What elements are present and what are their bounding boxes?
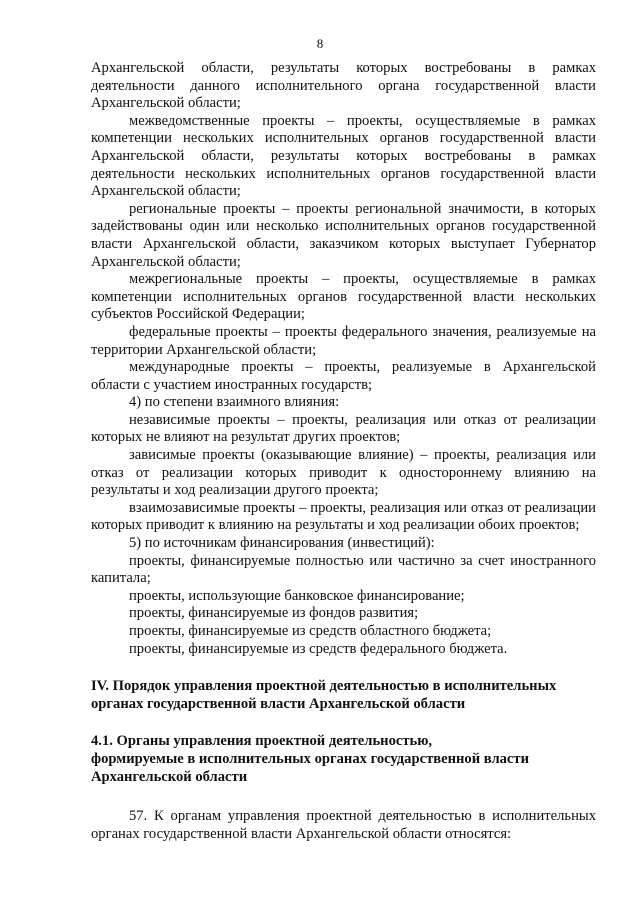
paragraph: межведомственные проекты – проекты, осуществляемые в рамках компетенции нескольких исполнительных органов государственной власти Архангельской области, результаты которых востребованы в рамках деятельности нескольких исполнительных органов государственной власти Архангельской области; [91,112,596,200]
paragraph: региональные проекты – проекты региональной значимости, в которых задействованы один или несколько исполнительных органов государственной власти Архангельской области, заказчиком которых выступает Губернатор Архангельской области; [91,200,596,270]
paragraph: проекты, финансируемые из средств федерального бюджета. [129,640,508,657]
page-number: 8 [316,36,324,51]
list-heading: 4) по степени взаимного влияния: [129,394,340,411]
paragraph: проекты, финансируемые из фондов развития; [129,605,419,622]
paragraph: взаимозависимые проекты – проекты, реализация или отказ от реализации которых приводит к влиянию на результаты и ход реализации обоих проектов; [91,499,596,534]
section-heading-line: IV. Порядок управления проектной деятельностью в исполнительных [91,678,557,695]
document-body [91,60,596,843]
list-heading: 5) по источникам финансирования (инвестиций): [129,535,435,552]
paragraph-57: 57. К органам управления проектной деятельностью в исполнительных органах государственной власти Архангельской области относятся: [91,808,596,842]
paragraph: проекты, использующие банковское финансирование; [129,587,465,604]
section-heading-iv [91,678,596,713]
subsection-heading-line: Архангельской области [91,768,248,785]
paragraph: проекты, финансируемые полностью или частично за счет иностранного капитала; [91,552,596,587]
paragraph: федеральные проекты – проекты федерального значения, реализуемые на территории Архангельской области; [91,323,596,358]
paragraph: международные проекты – проекты, реализуемые в Архангельской области с участием иностранных государств; [91,359,596,393]
paragraph: межрегиональные проекты – проекты, осуществляемые в рамках компетенции исполнительных органов государственной власти нескольких субъектов Российской Федерации; [91,271,596,323]
subsection-heading-line: 4.1. Органы управления проектной деятельностью, [91,733,433,750]
paragraph: независимые проекты – проекты, реализация или отказ от реализации которых не влияют на результат других проектов; [91,411,596,446]
section-heading-line: органах государственной власти Архангельской области [91,695,466,712]
paragraph: Архангельской области, результаты которых востребованы в рамках деятельности данного исполнительного органа государственной власти Архангельской области; [91,60,596,112]
paragraph: зависимые проекты (оказывающие влияние) – проекты, реализация или отказ от реализации которых приводит к одностороннему влиянию на результаты и ход реализации другого проекта; [91,447,596,499]
subsection-heading-line: формируемые в исполнительных органах государственной власти [91,750,529,767]
subsection-heading-4-1 [91,733,596,786]
paragraph: проекты, финансируемые из средств областного бюджета; [129,623,492,639]
